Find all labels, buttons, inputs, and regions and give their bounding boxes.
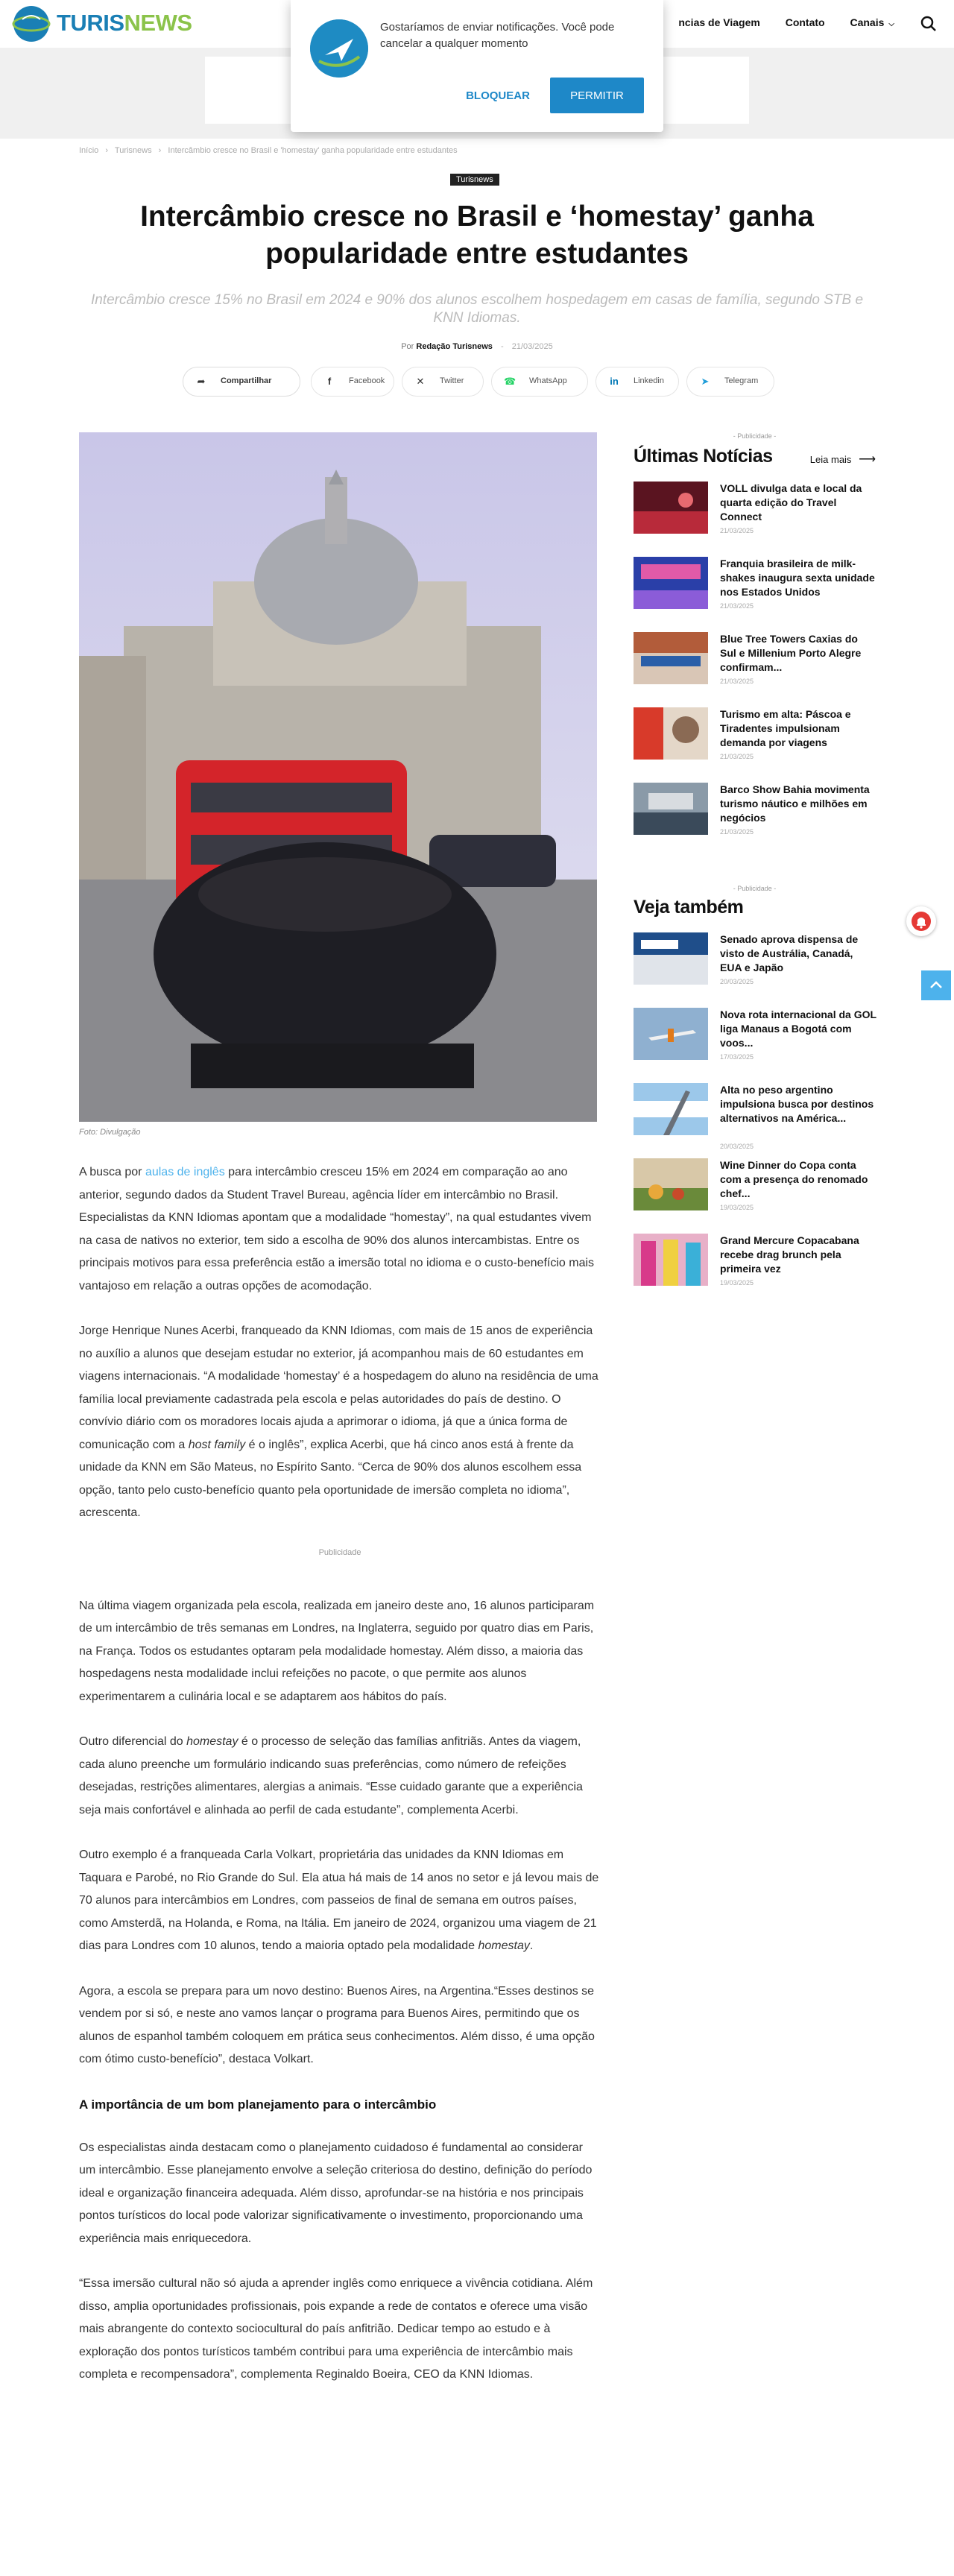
news-item[interactable] — [634, 783, 876, 858]
news-thumbnail — [634, 783, 708, 835]
nav-item-canais[interactable] — [850, 16, 894, 28]
news-title: Blue Tree Towers Caxias do Sul e Millenium Porto Alegre confirmam... — [720, 633, 862, 673]
news-title: Alta no peso argentino impulsiona busca por destinos alternativos na América... — [720, 1084, 874, 1124]
share-icon: ➦ — [197, 376, 206, 387]
byline — [0, 342, 954, 351]
paragraph: Na última viagem organizada pela escola, realizada em janeiro deste ano, 16 alunos participaram de um intercâmbio de três semanas em Londres, na Inglaterra, seguido por quatro dias em Paris, na França. Todos os estudantes optaram pela modalidade homestay. Além disso, a maioria das hospedagens nesta modalidade inclui refeições no pacote, o que permite aos alunos experimentarem a culinária local e se adaptarem aos hábitos do país. — [79, 1599, 595, 1703]
paragraph-text: A busca por — [79, 1166, 145, 1178]
paragraph-text: para intercâmbio cresceu 15% em 2024 em comparação ao ano anterior, segundo dados da Student Travel Bureau, agência líder em intercâmbio no Brasil. Especialistas da KNN Idiomas apontam que a modalidade “homestay”, na qual estudantes vivem na casa de nativos no exterior, tem sido a escolha de 90% dos alunos intercambistas. Entre os principais motivos para essa preferência estão a imersão total no idioma e o custo-benefício mais vantajoso em relação a outras opções de acomodação. — [79, 1166, 595, 1292]
share-label: Compartilhar — [221, 376, 272, 385]
news-title: Senado aprova dispensa de visto de Austrália, Canadá, EUA e Japão — [720, 933, 859, 973]
emphasis-text: homestay — [186, 1735, 238, 1748]
news-thumbnail — [634, 932, 708, 985]
allow-button[interactable]: PERMITIR — [550, 78, 644, 113]
news-title: Franquia brasileira de milk-shakes inaugura sexta unidade nos Estados Unidos — [720, 558, 875, 598]
nav-item-canais-label: Canais — [850, 16, 885, 28]
news-date: 21/03/2025 — [720, 678, 754, 685]
linkedin-icon: in — [610, 376, 619, 387]
paragraph-text: é o processo de seleção das famílias anfitriãs. Antes da viagem, cada aluno preenche um formulário indicando suas preferências, como número de refeições desejadas, restrições alimentares, alergias a animais. “Esse cuidado garante que a experiência seja mais confortável e alinhada ao perfil de cada estudante”, complementa Acerbi. — [79, 1735, 583, 1816]
news-title: Nova rota internacional da GOL liga Manaus a Bogotá com voos... — [720, 1008, 876, 1049]
whatsapp-icon: ☎ — [504, 376, 517, 387]
latest-news-heading: Últimas Notícias — [634, 446, 773, 467]
news-item[interactable] — [634, 1083, 876, 1158]
paragraph-text: Outro diferencial do — [79, 1735, 187, 1748]
block-button[interactable]: BLOQUEAR — [453, 78, 543, 113]
facebook-icon: f — [327, 376, 332, 387]
twitter-icon: ✕ — [416, 376, 425, 387]
news-thumbnail — [634, 707, 708, 760]
news-title: Grand Mercure Copacabana recebe drag brunch pela primeira vez — [720, 1234, 859, 1275]
emphasis-text: host family — [188, 1438, 246, 1451]
read-more-link[interactable] — [810, 452, 876, 467]
nav-item-agencias[interactable]: ncias de Viagem — [678, 16, 760, 28]
news-thumbnail — [634, 482, 708, 534]
ad-label: Publicidade — [318, 1547, 361, 1557]
chevron-down-icon: ⌵ — [888, 20, 894, 28]
share-telegram-button[interactable] — [686, 367, 774, 397]
paragraph-text: Jorge Henrique Nunes Acerbi, franqueado da KNN Idiomas, com mais de 15 anos de experiência no auxílio a alunos que desejam estudar no exterior, já acompanhou mais de 60 estudantes em viagens internacionais. “A modalidade ‘homestay’ é a hospedagem do aluno na residência de uma família local previamente cadastrada pela escola e pelas autoridades do país de destino. O convívio diário com os moradores locais ajuda a aprimorar o idioma, já que a única forma de comunicação com a — [79, 1325, 598, 1451]
read-more-label: Leia mais — [809, 454, 852, 465]
category-badge[interactable]: Turisnews — [450, 174, 499, 186]
news-item[interactable] — [634, 632, 876, 707]
news-item[interactable] — [634, 557, 876, 632]
see-also-list — [634, 932, 876, 1309]
paragraph: Agora, a escola se prepara para um novo destino: Buenos Aires, na Argentina.“Esses destinos se vendem por si só, e neste ano vamos lançar o programa para Buenos Aires, permitindo que os alunos de espanhol também coloquem em prática seus conhecimentos. Além disso, é uma opção com ótimo custo-benefício”, destaca Volkart. — [79, 1984, 595, 2065]
news-thumbnail — [634, 632, 708, 684]
news-title: Barco Show Bahia movimenta turismo náutico e milhões em negócios — [720, 783, 870, 824]
main-nav — [656, 16, 894, 28]
article-title: Intercâmbio cresce no Brasil e ‘homestay’ ganha popularidade entre estudantes — [140, 201, 814, 270]
news-item[interactable] — [634, 1008, 876, 1083]
site-logo[interactable] — [12, 4, 221, 43]
photo-caption: Foto: Divulgação — [79, 1128, 141, 1137]
notification-prompt — [291, 0, 663, 132]
search-icon[interactable] — [920, 15, 938, 33]
share-facebook-label: Facebook — [349, 376, 385, 385]
globe-logo-icon — [12, 4, 51, 43]
notification-message: Gostaríamos de enviar notificações. Você pode cancelar a qualquer momento — [380, 21, 615, 50]
ad-label: - Publicidade - — [733, 885, 777, 892]
paragraph — [79, 1161, 601, 1298]
breadcrumb-category[interactable]: Turisnews — [114, 146, 152, 155]
news-thumbnail — [634, 1083, 708, 1135]
author-name[interactable]: Redação Turisnews — [416, 342, 493, 351]
news-item[interactable] — [634, 1234, 876, 1309]
news-title: Wine Dinner do Copa conta com a presença do renomado chef... — [720, 1159, 868, 1199]
news-item[interactable] — [634, 707, 876, 783]
nav-item-contato[interactable]: Contato — [785, 16, 825, 28]
news-date: 21/03/2025 — [720, 753, 754, 760]
news-thumbnail — [634, 1008, 708, 1060]
notification-bell-button[interactable] — [906, 906, 936, 936]
telegram-icon: ➤ — [701, 376, 710, 387]
breadcrumb-current: Intercâmbio cresce no Brasil e 'homestay' ganha popularidade entre estudantes — [168, 146, 458, 155]
paragraph — [79, 1844, 601, 1958]
notification-logo-icon — [310, 19, 368, 78]
news-date: 19/03/2025 — [720, 1279, 754, 1287]
breadcrumb-separator: › — [105, 146, 109, 155]
breadcrumb — [79, 146, 462, 155]
breadcrumb-home[interactable]: Início — [79, 146, 99, 155]
news-thumbnail — [634, 1158, 708, 1210]
news-title: VOLL divulga data e local da quarta edição do Travel Connect — [720, 482, 862, 523]
see-also-heading: Veja também — [634, 897, 744, 918]
share-facebook-button[interactable] — [311, 367, 394, 397]
share-twitter-label: Twitter — [440, 376, 464, 385]
news-date: 20/03/2025 — [720, 978, 754, 985]
byline-separator: - — [500, 342, 504, 351]
scroll-to-top-button[interactable] — [921, 970, 951, 1000]
share-twitter-button[interactable] — [402, 367, 484, 397]
byline-prefix: Por — [401, 342, 414, 351]
news-item[interactable] — [634, 482, 876, 557]
ad-label: - Publicidade - — [733, 432, 777, 440]
paragraph — [79, 1320, 601, 1525]
news-thumbnail — [634, 1234, 708, 1286]
logo-wordmark: TURISNEWS — [57, 10, 192, 36]
sidebar — [634, 432, 876, 1309]
news-thumbnail — [634, 557, 708, 609]
bell-icon — [912, 912, 931, 931]
breadcrumb-separator: › — [158, 146, 162, 155]
news-date: 21/03/2025 — [720, 602, 754, 610]
see-also-header — [634, 894, 876, 921]
share-whatsapp-label: WhatsApp — [529, 376, 567, 385]
share-linkedin-label: Linkedin — [634, 376, 664, 385]
news-date: 21/03/2025 — [720, 527, 754, 534]
share-telegram-label: Telegram — [724, 376, 759, 385]
emphasis-text: homestay — [478, 1939, 530, 1952]
arrow-right-icon: ⟶ — [859, 453, 876, 466]
chevron-up-icon — [921, 970, 951, 1000]
latest-news-header — [634, 443, 876, 470]
paragraph-text: . — [529, 1939, 534, 1952]
paragraph: Os especialistas ainda destacam como o planejamento cuidadoso é fundamental ao considerar um intercâmbio. Esse planejamento envolve a seleção criteriosa do destino, definição do período ideal e organização financeira adequada. Além disso, aprofundar-se na história e nos principais pontos turísticos do local pode valorizar significativamente o investimento, proporcionando uma experiência mais enriquecedora. — [79, 2141, 593, 2245]
latest-news-list — [634, 482, 876, 858]
article-hero-image — [79, 432, 597, 1122]
news-item[interactable] — [634, 932, 876, 1008]
news-item[interactable] — [634, 1158, 876, 1234]
article-subtitle: Intercâmbio cresce 15% no Brasil em 2024 e 90% dos alunos escolhem hospedagem em casas de família, segundo STB e KNN Idiomas. — [90, 292, 864, 326]
aulas-de-ingles-link[interactable]: aulas de inglês — [145, 1166, 225, 1178]
share-button[interactable] — [183, 367, 300, 397]
paragraph: “Essa imersão cultural não só ajuda a aprender inglês como enriquece a vivência cotidiana. Além disso, amplia oportunidades profissionais, pois expande a rede de contatos e oferece uma visão mais abrangente do contexto sociocultural do país anfitrião. Dedicar tempo ao estudo e à exploração dos pontos turísticos também contribui para uma experiência de intercâmbio mais completa e recompensadora”, complementa Reginaldo Boeira, CEO da KNN Idiomas. — [79, 2277, 593, 2381]
article-body — [79, 1161, 601, 2409]
news-date: 21/03/2025 — [720, 828, 754, 836]
share-linkedin-button[interactable] — [596, 367, 679, 397]
paragraph-text: é o inglês”, explica Acerbi, que há cinco anos está à frente da unidade da KNN em São Mateus, no Espírito Santo. “Cerca de 90% dos alunos escolhem essa opção, tanto pelo custo-benefício quanto pela oportunidade de imersão completa no idioma”, acrescenta. — [79, 1438, 582, 1519]
share-whatsapp-button[interactable] — [491, 367, 588, 397]
section-heading: A importância de um bom planejamento para o intercâmbio — [79, 2097, 437, 2112]
paragraph — [79, 1731, 601, 1822]
paragraph-text: Outro exemplo é a franqueada Carla Volkart, proprietária das unidades da KNN Idiomas em Taquara e Parobé, no Rio Grande do Sul. Ela atua há mais de 14 anos no setor e já levou mais de 70 alunos para intercâmbios em Londres, com passeios de final de semana em outros países, como Amsterdã, na Holanda, e Roma, na Itália. Em janeiro de 2024, organizou uma viagem de 21 dias para Londres com 10 alunos, tendo a maioria optado pela modalidade — [79, 1849, 599, 1952]
article-date: 21/03/2025 — [511, 342, 553, 351]
news-date: 20/03/2025 — [720, 1143, 754, 1150]
news-date: 17/03/2025 — [720, 1053, 754, 1061]
news-date: 19/03/2025 — [720, 1204, 754, 1211]
news-title: Turismo em alta: Páscoa e Tiradentes impulsionam demanda por viagens — [720, 708, 851, 748]
